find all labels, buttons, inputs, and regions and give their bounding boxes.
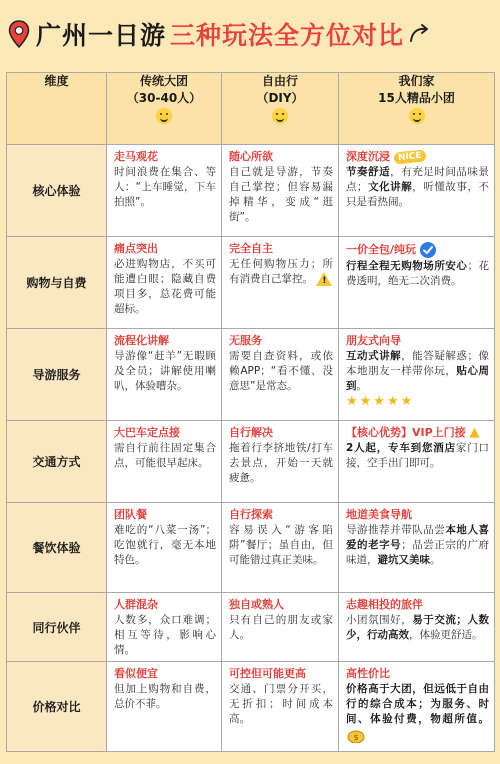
- dimension-label: 餐饮体验: [7, 503, 107, 593]
- dimension-label: 导游服务: [7, 329, 107, 421]
- smile-face-icon: [409, 108, 425, 124]
- cell-small-group: 深度沉浸 NICE 节奏舒适，有充足时间品味景点；文化讲解，听懂故事，不只是看热闹。: [339, 145, 495, 237]
- cell-big-group: 大巴车定点接 需自行前往固定集合点，可能很早起床。: [107, 421, 222, 503]
- dimension-label: 核心体验: [7, 145, 107, 237]
- cell-small-group: 一价全包/纯玩 行程全程无购物场所安心；花费透明，绝无二次消费。: [339, 237, 495, 329]
- cell-big-group: 团队餐 难吃的“八菜一汤”；吃饱就行，毫无本地特色。: [107, 503, 222, 593]
- table-row: [7, 662, 495, 752]
- cell-diy: 完全自主 无任何购物压力；所有消费自己掌控。 !: [222, 237, 339, 329]
- table-row: [7, 237, 495, 329]
- table-row: [7, 593, 495, 662]
- cell-small-group: 【核心优势】VIP上门接 ▲ 2人起，专车到您酒店家门口接，空手出门即可。: [339, 421, 495, 503]
- table-row: [7, 329, 495, 421]
- cell-diy: 独自或熟人 只有自己的朋友或家人。: [222, 593, 339, 662]
- dimension-label: 价格对比: [7, 662, 107, 752]
- dimension-label: 同行伙伴: [7, 593, 107, 662]
- comparison-table: [6, 72, 495, 752]
- cell-small-group: 地道美食导航 导游推荐并带队品尝本地人喜爱的老字号；品尝正宗的广府味道，避坑又美味。: [339, 503, 495, 593]
- warning-icon: !: [316, 272, 332, 286]
- title-main: 广州一日游: [36, 21, 167, 50]
- nice-badge: NICE: [393, 149, 426, 164]
- header-big-group: 传统大团 （30-40人）: [107, 73, 222, 145]
- header-small-group: 我们家 15人精品小团: [339, 73, 495, 145]
- cell-big-group: 痛点突出 必进购物店，不买可能遭白眼；隐藏自费项目多，总花费可能超标。: [107, 237, 222, 329]
- thumbs-up-icon: ▲: [469, 425, 480, 440]
- cell-big-group: 走马观花 时间浪费在集合、等人：“上车睡觉，下车拍照”。: [107, 145, 222, 237]
- dimension-label: 购物与自费: [7, 237, 107, 329]
- header-diy: 自由行 （DIY）: [222, 73, 339, 145]
- cell-big-group: 人群混杂 人数多，众口难调；相互等待，影响心情。: [107, 593, 222, 662]
- cell-diy: 自行解决 拖着行李挤地铁/打车去景点，开始一天就疲惫。: [222, 421, 339, 503]
- title-bar: [0, 0, 500, 68]
- title-highlight: 三种玩法全方位对比: [170, 21, 405, 50]
- map-pin-icon: [8, 20, 30, 48]
- cell-big-group: 看似便宜 但加上购物和自费，总价不菲。: [107, 662, 222, 752]
- curved-arrow-icon: [408, 22, 432, 46]
- cell-small-group: 朋友式向导 互动式讲解，能答疑解惑；像本地朋友一样带你玩，贴心周到。 ★★★★★: [339, 329, 495, 421]
- cell-big-group: 流程化讲解 导游像“赶羊”无暇顾及全员；讲解使用喇叭，体验嘈杂。: [107, 329, 222, 421]
- cell-diy: 随心所欲 自己就是导游，节奏自己掌控；但容易漏掉精华，变成“逛街”。: [222, 145, 339, 237]
- check-badge-icon: [419, 241, 437, 259]
- header-dimension: 维度: [7, 73, 107, 145]
- cell-diy: 自行探索 容易误入“游客陷阱”餐厅；虽自由，但可能错过真正美味。: [222, 503, 339, 593]
- svg-text:$: $: [353, 733, 359, 742]
- table-row: [7, 503, 495, 593]
- table-row: [7, 421, 495, 503]
- cell-diy: 无服务 需要自查资料，或依赖APP；“看不懂、没意思”是常态。: [222, 329, 339, 421]
- cell-small-group: 志趣相投的旅伴 小团氛围好，易于交流；人数少，行动高效，体验更舒适。: [339, 593, 495, 662]
- money-bag-icon: [346, 727, 366, 743]
- shocked-face-icon: [272, 108, 288, 124]
- cell-diy: 可控但可能更高 交通、门票分开买，无折扣；时间成本高。: [222, 662, 339, 752]
- sad-face-icon: [156, 108, 172, 124]
- table-row: [7, 145, 495, 237]
- cell-small-group: 高性价比 价格高于大团，但远低于自由行的综合成本；为服务、时间、体验付费，物超所值。 $: [339, 662, 495, 752]
- dimension-label: 交通方式: [7, 421, 107, 503]
- table-header-row: [7, 73, 495, 145]
- star-rating-icon: ★★★★★: [346, 394, 415, 409]
